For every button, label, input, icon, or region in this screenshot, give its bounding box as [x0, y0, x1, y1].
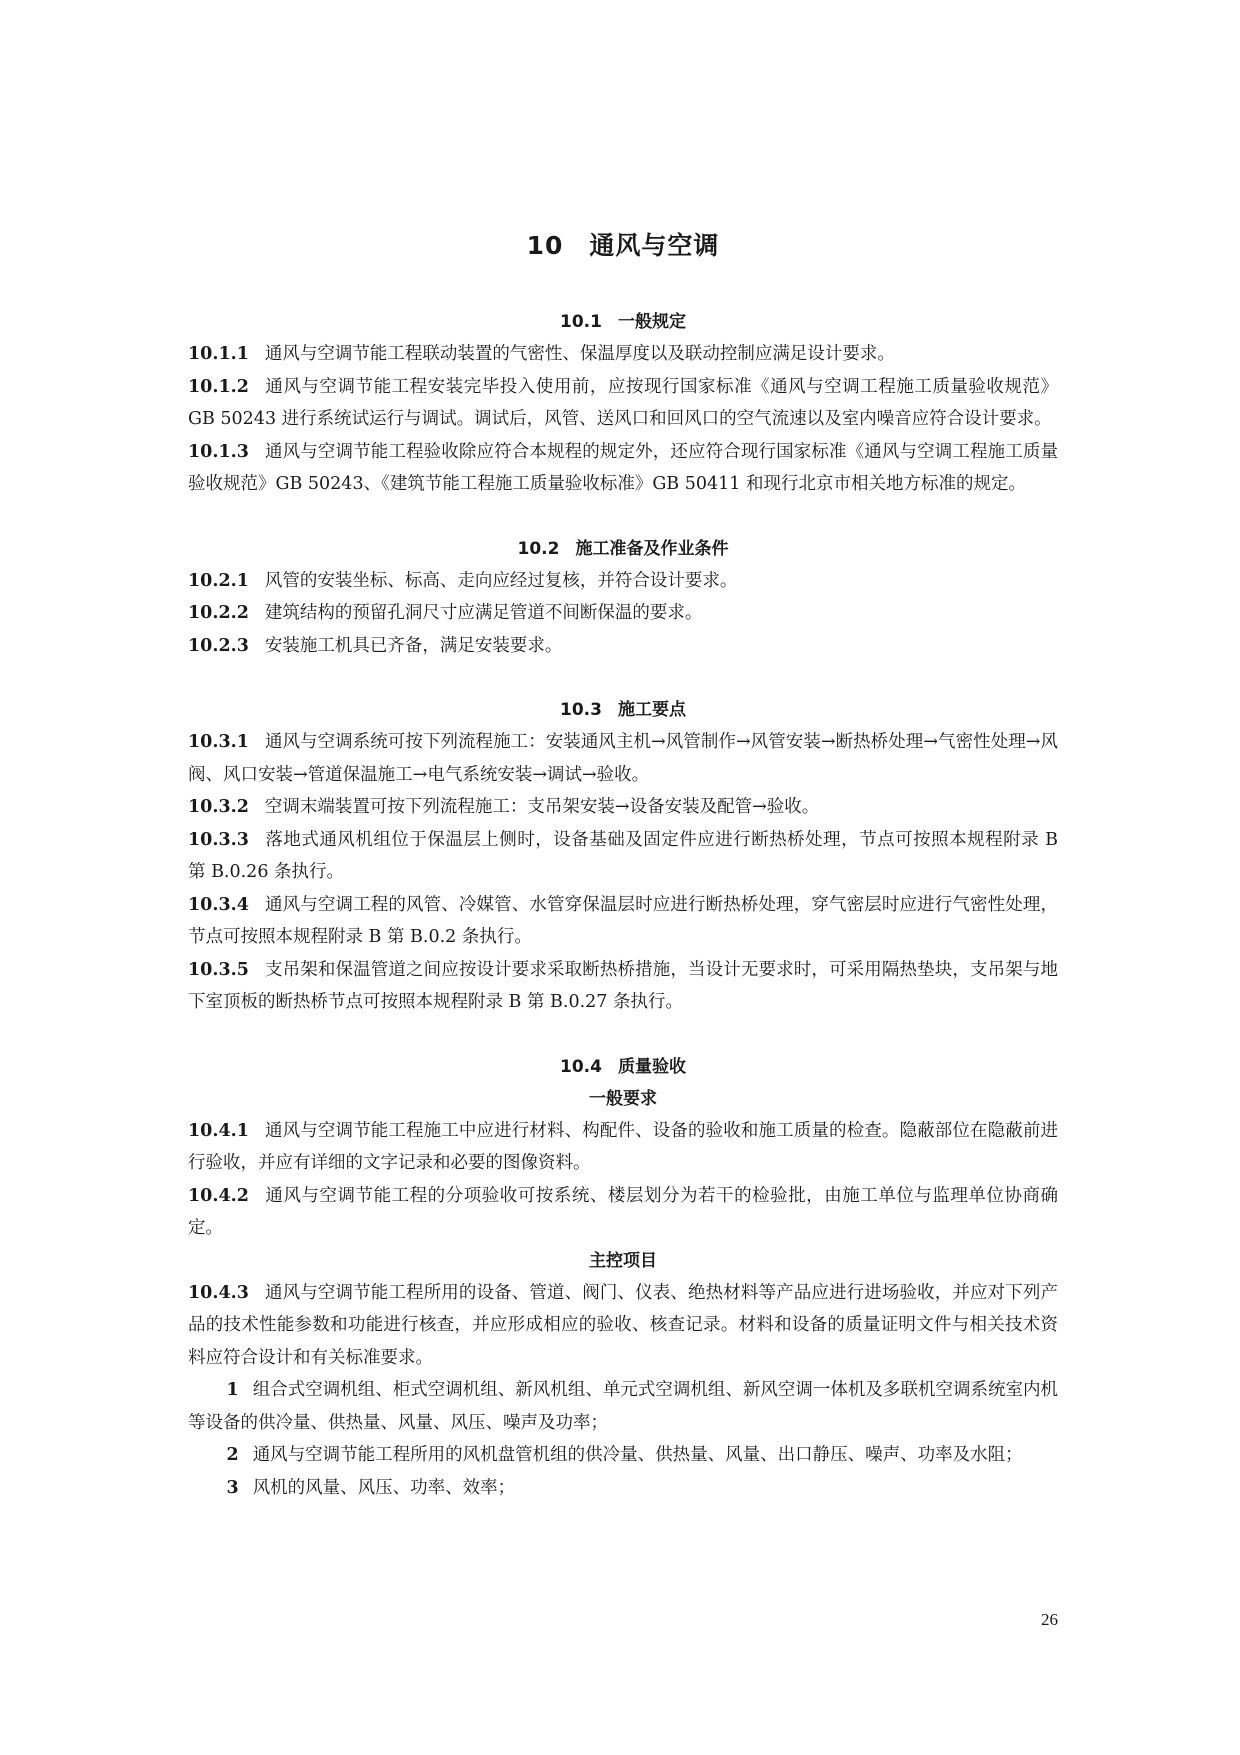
- item-number: 2: [226, 1445, 239, 1465]
- clause-10-2-2: [188, 597, 1058, 630]
- clause-number: 10.2.1: [188, 570, 249, 591]
- section-title-10-2: [188, 533, 1058, 565]
- clause-number: 10.4.3: [188, 1282, 249, 1303]
- section-number: 10.3: [560, 700, 602, 720]
- page-number: 26: [1041, 1610, 1058, 1629]
- section-title-text: 质量验收: [617, 1056, 686, 1077]
- list-item: [188, 1439, 1058, 1472]
- clause-text: 落地式通风机组位于保温层上侧时，设备基础及固定件应进行断热桥处理，节点可按照本规程附录 B 第 B.0.26 条执行。: [188, 829, 1058, 882]
- clause-10-3-5: [188, 954, 1058, 1019]
- clause-10-3-1: [188, 726, 1058, 791]
- clause-number: 10.1.3: [188, 441, 249, 462]
- document-page: [188, 226, 1058, 1504]
- clause-text: 通风与空调节能工程施工中应进行材料、构配件、设备的验收和施工质量的检查。隐蔽部位在隐蔽前进行验收，并应有详细的文字记录和必要的图像资料。: [188, 1120, 1058, 1173]
- clause-number: 10.3.2: [188, 797, 249, 817]
- chapter-title-text: 通风与空调: [589, 231, 720, 260]
- subtitle-general-requirements: 一般要求: [589, 1088, 657, 1109]
- clause-text: 建筑结构的预留孔洞尺寸应满足管道不间断保温的要求。: [264, 603, 703, 623]
- section-title-10-4: [188, 1051, 1058, 1083]
- clause-number: 10.2.3: [188, 635, 249, 656]
- clause-text: 通风与空调节能工程的分项验收可按系统、楼层划分为若干的检验批，由施工单位与监理单位协商确定。: [188, 1185, 1058, 1238]
- item-number: 1: [226, 1380, 239, 1400]
- item-text: 通风与空调节能工程所用的风机盘管机组的供冷量、供热量、风量、出口静压、噪声、功率及水阻；: [252, 1445, 1023, 1465]
- clause-text: 安装施工机具已齐备，满足安装要求。: [264, 635, 563, 656]
- section-title-text: 施工要点: [617, 700, 686, 720]
- section-number: 10.1: [560, 312, 602, 332]
- clause-text: 通风与空调系统可按下列流程施工：安装通风主机→风管制作→风管安装→断热桥处理→气密性处理→风阀、风口安装→管道保温施工→电气系统安装→调试→验收。: [188, 732, 1058, 785]
- list-item: [188, 1472, 1058, 1505]
- chapter-title: [188, 226, 1058, 262]
- clause-number: 10.3.3: [188, 829, 249, 850]
- clause-10-3-2: [188, 791, 1058, 824]
- item-text: 组合式空调机组、柜式空调机组、新风机组、单元式空调机组、新风空调一体机及多联机空调系统室内机等设备的供冷量、供热量、风量、风压、噪声及功率；: [188, 1380, 1058, 1433]
- section-number: 10.2: [517, 538, 560, 559]
- chapter-number: 10: [526, 231, 564, 260]
- clause-10-4-2: [188, 1180, 1058, 1245]
- clause-number: 10.3.4: [188, 894, 249, 915]
- subtitle-main-control-items: 主控项目: [589, 1250, 657, 1271]
- clause-10-3-4: [188, 889, 1058, 954]
- clause-10-4-1: [188, 1115, 1058, 1180]
- clause-number: 10.3.1: [188, 732, 249, 752]
- clause-number: 10.4.2: [188, 1185, 249, 1206]
- clause-number: 10.1.1: [188, 344, 249, 364]
- clause-10-2-3: [188, 630, 1058, 663]
- clause-text: 通风与空调节能工程所用的设备、管道、阀门、仪表、绝热材料等产品应进行进场验收，并应对下列产品的技术性能参数和功能进行核查，并应形成相应的验收、核查记录。材料和设备的质量证明文件与相关技术资料应符合设计和有关标准要求。: [188, 1282, 1058, 1368]
- section-number: 10.4: [560, 1056, 602, 1077]
- clause-number: 10.2.2: [188, 603, 249, 623]
- clause-text: 空调末端装置可按下列流程施工：支吊架安装→设备安装及配管→验收。: [264, 797, 820, 817]
- clause-10-1-1: [188, 338, 1058, 371]
- section-title-10-3: [188, 694, 1058, 726]
- clause-10-4-3: [188, 1277, 1058, 1375]
- clause-text: 通风与空调工程的风管、冷媒管、水管穿保温层时应进行断热桥处理，穿气密层时应进行气密性处理，节点可按照本规程附录 B 第 B.0.2 条执行。: [188, 894, 1058, 947]
- clause-text: 通风与空调节能工程联动装置的气密性、保温厚度以及联动控制应满足设计要求。: [264, 344, 895, 364]
- clause-text: 通风与空调节能工程安装完毕投入使用前，应按现行国家标准《通风与空调工程施工质量验收规范》GB 50243 进行系统试运行与调试。调试后，风管、送风口和回风口的空气流速以及室内噪音应符合设计要求。: [188, 376, 1058, 429]
- clause-text: 通风与空调节能工程验收除应符合本规程的规定外，还应符合现行国家标准《通风与空调工程施工质量验收规范》GB 50243、《建筑节能工程施工质量验收标准》GB 50411 和现行北京市相关地方标准的规定。: [188, 441, 1058, 494]
- item-text: 风机的风量、风压、功率、效率；: [252, 1477, 516, 1498]
- list-item: [188, 1374, 1058, 1439]
- clause-10-1-3: [188, 436, 1058, 501]
- clause-text: 支吊架和保温管道之间应按设计要求采取断热桥措施，当设计无要求时，可采用隔热垫块，支吊架与地下室顶板的断热桥节点可按照本规程附录 B 第 B.0.27 条执行。: [188, 959, 1058, 1012]
- section-title-text: 施工准备及作业条件: [575, 538, 729, 559]
- clause-text: 风管的安装坐标、标高、走向应经过复核，并符合设计要求。: [264, 570, 738, 591]
- clause-10-3-3: [188, 824, 1058, 889]
- clause-10-1-2: [188, 371, 1058, 436]
- item-number: 3: [226, 1477, 239, 1498]
- section-title-text: 一般规定: [617, 312, 686, 332]
- clause-number: 10.4.1: [188, 1120, 249, 1141]
- clause-number: 10.3.5: [188, 959, 249, 980]
- section-title-10-1: [188, 306, 1058, 338]
- clause-10-2-1: [188, 565, 1058, 598]
- clause-number: 10.1.2: [188, 376, 249, 397]
